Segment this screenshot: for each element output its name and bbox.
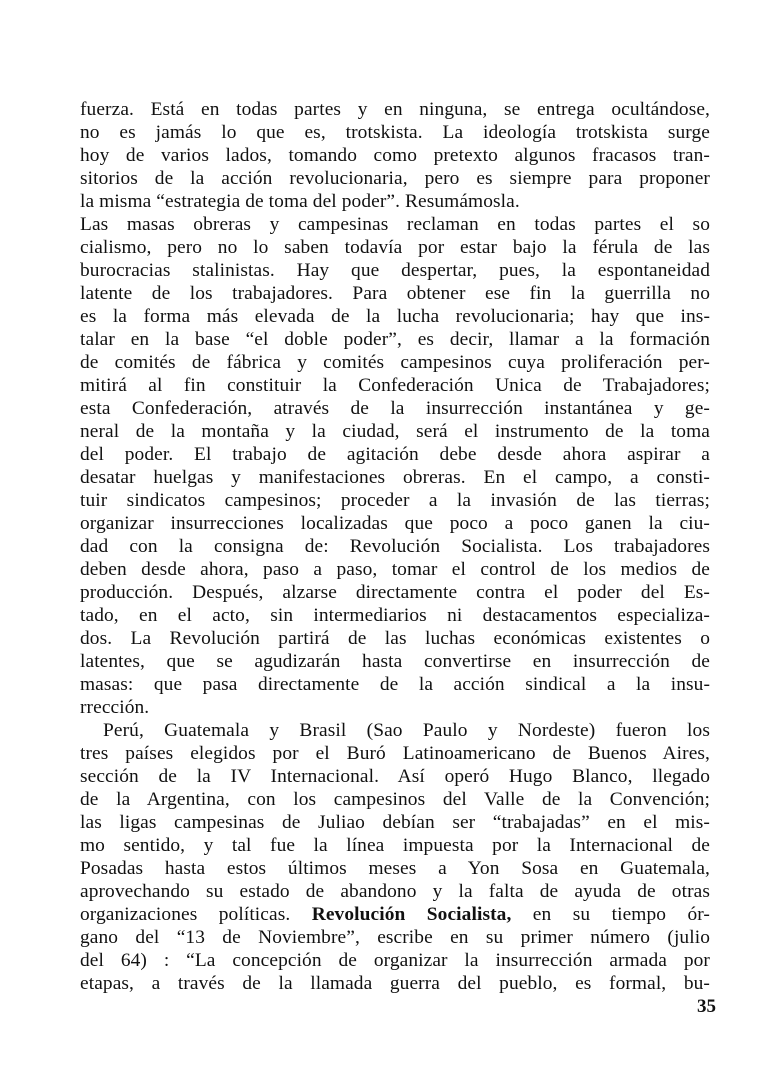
text-line: las ligas campesinas de Juliao debían ser “trabajadas” en el mis- [80,812,710,833]
text-line: esta Confederación, através de la insurrección instantánea y ge- [80,398,710,419]
text-line: desatar huelgas y manifestaciones obreras. En el campo, a consti- [80,467,710,488]
text-line: no es jamás lo que es, trotskista. La ideología trotskista surge [80,122,710,143]
text-line: masas: que pasa directamente de la acción sindical a la insu- [80,674,710,695]
text-line: latente de los trabajadores. Para obtener ese fin la guerrilla no [80,283,710,304]
text-line: dos. La Revolución partirá de las luchas económicas existentes o [80,628,710,649]
text-line: fuerza. Está en todas partes y en ninguna, se entrega ocultándose, [80,99,710,120]
text-line: talar en la base “el doble poder”, es decir, llamar a la formación [80,329,710,350]
text-line: neral de la montaña y la ciudad, será el instrumento de la toma [80,421,710,442]
text-line: producción. Después, alzarse directamente contra el poder del Es- [80,582,710,603]
text-line: burocracias stalinistas. Hay que despertar, pues, la espontaneidad [80,260,710,281]
text-line: sección de la IV Internacional. Así operó Hugo Blanco, llegado [80,766,710,787]
text-line: Las masas obreras y campesinas reclaman en todas partes el so [80,214,710,235]
text-line: cialismo, pero no lo saben todavía por estar bajo la férula de las [80,237,710,258]
text-segment: organizaciones políticas. [80,904,291,925]
text-line: Posadas hasta estos últimos meses a Yon Sosa en Guatemala, [80,858,710,879]
text-line: tuir sindicatos campesinos; proceder a la invasión de las tierras; [80,490,710,511]
text-line: sitorios de la acción revolucionaria, pero es siempre para proponer [80,168,710,189]
text-line: es la forma más elevada de la lucha revolucionaria; hay que ins- [80,306,710,327]
text-line: latentes, que se agudizarán hasta convertirse en insurrección de [80,651,710,672]
text-line: deben desde ahora, paso a paso, tomar el control de los medios de [80,559,710,580]
text-line: dad con la consigna de: Revolución Socialista. Los trabajadores [80,536,710,557]
text-line: de la Argentina, con los campesinos del Valle de la Convención; [80,789,710,810]
text-line: del poder. El trabajo de agitación debe desde ahora aspirar a [80,444,710,465]
text-line: gano del “13 de Noviembre”, escribe en su primer número (julio [80,927,710,948]
text-line-mixed [80,904,710,926]
text-line: tres países elegidos por el Buró Latinoamericano de Buenos Aires, [80,743,710,764]
text-line: mitirá al fin constituir la Confederación Unica de Trabajadores; [80,375,710,396]
page-number: 35 [697,996,716,1017]
text-line: etapas, a través de la llamada guerra del pueblo, es formal, bu- [80,973,710,994]
text-segment: en su tiempo ór- [511,904,710,925]
text-line: hoy de varios lados, tomando como pretexto algunos fracasos tran- [80,145,710,166]
text-line: aprovechando su estado de abandono y la falta de ayuda de otras [80,881,710,902]
text-line: tado, en el acto, sin intermediarios ni destacamentos especializa- [80,605,710,626]
text-line: rrección. [80,697,150,718]
text-line: del 64) : “La concepción de organizar la insurrección armada por [80,950,710,971]
text-line: organizar insurrecciones localizadas que poco a poco ganen la ciu- [80,513,710,534]
text-line: mo sentido, y tal fue la línea impuesta por la Internacional de [80,835,710,856]
text-line: Perú, Guatemala y Brasil (Sao Paulo y Nordeste) fueron los [103,720,710,741]
text-line: de comités de fábrica y comités campesinos cuya proliferación per- [80,352,710,373]
text-line: la misma “estrategia de toma del poder”. Resumámosla. [80,191,520,212]
periodical-title: Revolución Socialista, [311,904,512,925]
